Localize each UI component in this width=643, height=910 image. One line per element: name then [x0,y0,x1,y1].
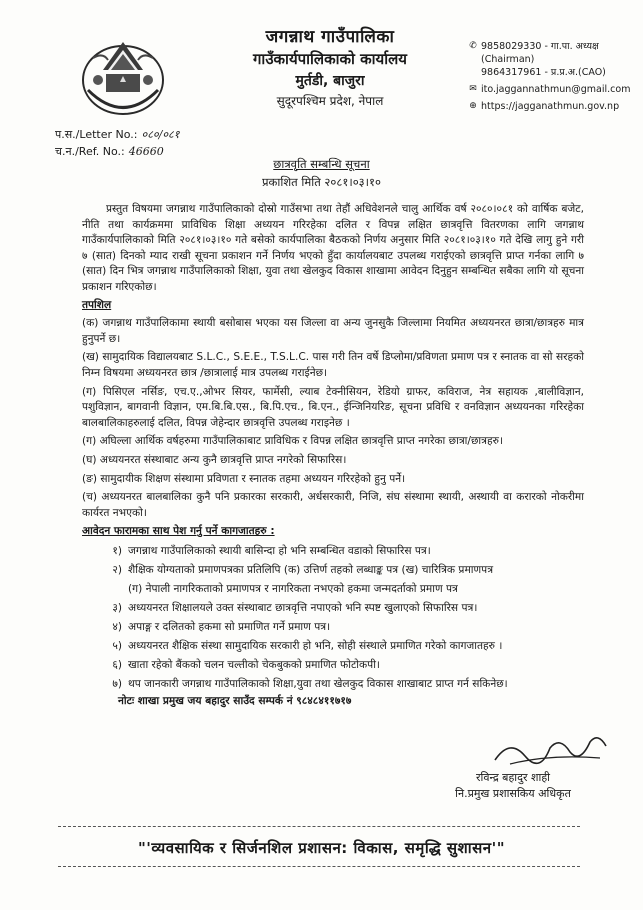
office-slogan: "'व्यवसायिक र सिर्जनशिल प्रशासन: विकास, समृद्धि सुशासन'" [137,839,506,857]
criteria-item: (ग) पिसिएल नर्सिङ, एच.ए.,ओभर सियर, फार्मेसी, ल्याब टेक्नीसियन, रेडियो ग्राफर, कविराज, नेत्र सहायक ,बालीविज्ञान, पशुविज्ञान, बागवानी विज्ञान, एम.बि.बि.एस., बि.पि.एच., बि.एन., ईन्जिनियरिङ, सूचना प्रविधि र वनविज्ञान अध्ययनका गरिरहेका बालबालिकाहरुलाई दलित, विपन्न जेहेन्दार छात्रवृत्ति उपलब्ध गराइनेछ । [82,385,584,429]
divider [58,866,580,867]
phone-2: 9864317961 - प्र.प्र.अ.(CAO) [481,67,606,78]
criteria-item: (ख) सामुदायिक विद्यालयबाट S.L.C., S.E.E., T.S.L.C. पास गरी तिन वर्षे डिप्लोमा/प्रविणता प्रमाण पत्र र स्नातक वा सो सरहको निम्न विषयमा अध्ययनरत छात्र /छात्रालाई मात्र उपलब्ध गराईनेछ। [82,351,584,379]
letter-number: प.स./Letter No.: ०८०/०८१ [55,128,180,141]
phone-1: ✆ 9858029330 - गा.पा. अध्यक्ष [469,41,599,52]
handwritten-signature [490,728,610,768]
document-item: २) शैक्षिक योग्यताको प्रमाणपत्रका प्रतिलिपि (क) उत्तिर्ण तहको लब्धाङ्क पत्र (ख) चारित्रिक प्रमाणपत्र [112,563,494,576]
office-location: मुर्तडी, बाजुरा [295,73,365,89]
document-item: ५) अध्ययनरत शैक्षिक संस्था सामुदायिक सरकारी हो भनि, सोही संस्थाले प्रमाणित गरेको कागजातहरु । [112,639,503,652]
phone-icon: ✆ [469,41,477,51]
document-item: ६) खाता रहेको बैंकको चलन चल्तीको चेकबुकको प्रमाणित फोटोकपी। [112,658,380,671]
document-item: ७) थप जानकारी जगन्नाथ गाउँपालिकाको शिक्षा,युवा तथा खेलकुद विकास शाखाबाट प्राप्त गर्न सकिनेछ। [112,677,508,690]
criteria-item: (ग) अघिल्ला आर्थिक वर्षहरुमा गाउँपालिकाबाट प्राविधिक र विपन्न लक्षित छात्रवृत्ति प्राप्त नगरेका छात्रा/छात्रहरु। [82,435,503,448]
municipality-name: जगन्नाथ गाउँपालिका [265,27,395,47]
criteria-item: (च) अध्ययनरत बालबालिका कुनै पनि प्रकारका सरकारी, अर्धसरकारी, निजि, संघ संस्थामा स्थायी, अस्थायी वा करारको नोकरीमा कार्यरत नभएको। [82,491,584,519]
globe-icon: ⊕ [469,101,477,111]
signatory-block [438,770,588,802]
documents-heading: आवेदन फारामका साथ पेश गर्नु पर्ने कागजातहरु : [82,525,275,538]
email-line: ✉ ito.jaggannathmun@gmail.com [469,84,631,95]
signatory-name: रविन्द्र बहादुर शाही [475,771,551,784]
documents-list [82,544,584,692]
document-item: (ग) नेपाली नागरिकताको प्रमाणपत्र र नागरिकता नभएको हकमा जन्मदर्ताको प्रमाण पत्र [128,582,458,595]
phone-1-role: (Chairman) [481,54,535,65]
divider [58,826,580,827]
criteria-item: (क) जगन्नाथ गाउँपालिकामा स्थायी बसोबास भएका यस जिल्ला वा अन्य जुनसुकै जिल्लामा नियमित अध्ययनरत छात्रा/छात्रहरु मात्र हुनुपर्ने छ। [82,317,584,345]
nepal-emblem-logo [78,30,168,118]
contact-note: नोटः शाखा प्रमुख जय बहादुर साउँद सम्पर्क नं ९८४८४११७१७ [118,694,352,707]
contact-block [468,40,638,113]
notice-title: छात्रवृति सम्बन्धि सूचना [273,157,370,171]
criteria-item: (ङ) सामुदायीक शिक्षण संस्थामा प्रविणता र स्नातक तहमा अध्ययन गरिरहेको हुनु पर्नेे। [82,472,406,485]
document-item: ४) अपाङ्ग र दलितको हकमा सो प्रमाणित गर्ने प्रमाण पत्र। [112,620,331,633]
office-name: गाउँकार्यपालिकाको कार्यालय [252,50,407,68]
reference-number: च.न./Ref. No.: 46660 [55,145,164,158]
document-item: १) जगन्नाथ गाउँपालिकाको स्थायी बासिन्दा हो भनि सम्बन्धित वडाको सिफारिस पत्र। [112,544,431,557]
publish-date: प्रकाशित मिति २०८१।०३।१० [262,175,381,189]
intro-paragraph: प्रस्तुत विषयमा जगन्नाथ गाउँपालिकाको दोस्रो गाउँसभा तथा तेहौं अधिवेशनले चालु आर्थिक वर्ष २०८०।०८१ को वार्षिक बजेट, नीति तथा कार्यक्रममा प्राविधिक शिक्षा अध्ययन गरिरहेका दलित र विपन्न लक्षित छात्रवृत्ति वितरणका लागि जगन्नाथ गाउँकार्यपालिकाको मिति २०८१।०३।१० गते बसेको कार्यपालिका बैठकको निर्णय अनुसार मिति २०८१।०३।१० गते देखि लागु हुने गरी ७ (सात) दिनको म्याद राखी सूचना प्रकाशन गर्ने निर्णय भएको हुँदा कार्यालयबाट उपलब्ध गराईएको छात्रवृत्ति प्राप्त गर्नका लागि ७ (सात) दिन भित्र जगन्नाथ गाउँपालिकाको शिक्षा, युवा तथा खेलकुद विकास शाखामा आवेदन दिनुहुन सम्बन्धित सबैका लागि यो सूचना प्रकाशन गरिएकोछ। [82,203,584,293]
province-country: सुदूरपश्चिम प्रदेश, नेपाल [276,94,384,108]
signatory-title: नि.प्रमुख प्रशासकिय अधिकृत [455,787,571,800]
office-header [205,24,455,109]
notice-body [82,202,584,709]
email-icon: ✉ [469,84,477,94]
details-heading: तपशिल [82,298,112,311]
document-item: ३) अध्ययनरत शिक्षालयले उक्त संस्थाबाट छात्रवृत्ति नपाएको भनि स्पष्ट खुलाएको सिफारिस पत्र। [112,601,478,614]
criteria-item: (घ) अध्ययनरत संस्थाबाट अन्य कुनै छात्रवृत्ति प्राप्त नगरेको सिफारिस। [82,453,347,466]
website-line: ⊕ https://jagganathmun.gov.np [469,101,620,112]
